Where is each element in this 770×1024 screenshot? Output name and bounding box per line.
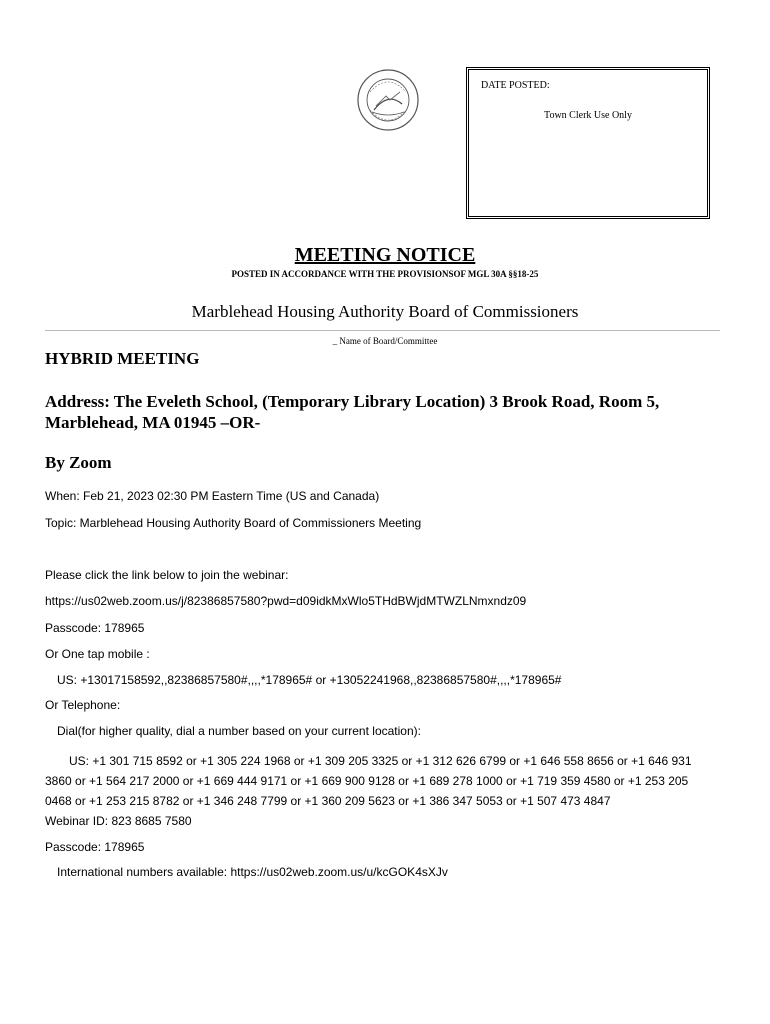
telephone-label: Or Telephone: xyxy=(45,698,121,712)
international-numbers[interactable]: International numbers available: https://us02web.zoom.us/u/kcGOK4sXJv xyxy=(57,865,448,879)
town-clerk-box xyxy=(466,67,710,219)
town-seal-icon xyxy=(356,62,420,138)
passcode-second: Passcode: 178965 xyxy=(45,840,145,854)
notice-title: MEETING NOTICE xyxy=(294,244,476,266)
board-name-rule xyxy=(45,330,720,331)
join-link[interactable]: https://us02web.zoom.us/j/82386857580?pwd=d09idkMxWlo5THdBWjdMTWZLNmxndz09 xyxy=(45,594,527,608)
board-caption: _ Name of Board/Committee xyxy=(332,336,438,346)
join-instruction: Please click the link below to join the webinar: xyxy=(45,568,289,582)
by-zoom-heading: By Zoom xyxy=(45,453,112,472)
dial-numbers: US: +1 301 715 8592 or +1 305 224 1968 or +1 309 205 3325 or +1 312 626 6799 or +1 646 558 8656 or +1 646 931 3860 or +1 564 217 2000 or +1 669 444 9171 or +1 669 900 9128 or +1 689 278 1000 or +1 719 359 4580 or +1 253 205 0468 or +1 253 215 8782 or +1 346 248 7799 or +1 360 209 5623 or +1 386 347 5053 or +1 507 473 4847 xyxy=(45,754,692,808)
webinar-id: Webinar ID: 823 8685 7580 xyxy=(45,814,192,828)
date-posted-label: DATE POSTED: xyxy=(481,80,550,91)
board-name: Marblehead Housing Authority Board of Commissioners xyxy=(191,302,579,321)
meeting-address: Address: The Eveleth School, (Temporary Library Location) 3 Brook Road, Room 5, Marblehead, MA 01945 –OR- xyxy=(45,392,660,432)
clerk-use-label: Town Clerk Use Only xyxy=(544,110,632,121)
one-tap-label: Or One tap mobile : xyxy=(45,647,150,661)
meeting-topic: Topic: Marblehead Housing Authority Board of Commissioners Meeting xyxy=(45,516,422,530)
meeting-type-heading: HYBRID MEETING xyxy=(45,349,200,368)
meeting-when: When: Feb 21, 2023 02:30 PM Eastern Time (US and Canada) xyxy=(45,489,380,503)
one-tap-numbers: US: +13017158592,,82386857580#,,,,*178965# or +13052241968,,82386857580#,,,,*178965# xyxy=(57,673,562,687)
dial-instruction: Dial(for higher quality, dial a number based on your current location): xyxy=(57,724,421,738)
passcode-first: Passcode: 178965 xyxy=(45,621,145,635)
notice-subtitle: POSTED IN ACCORDANCE WITH THE PROVISIONSOF MGL 30A §§18-25 xyxy=(231,269,539,279)
